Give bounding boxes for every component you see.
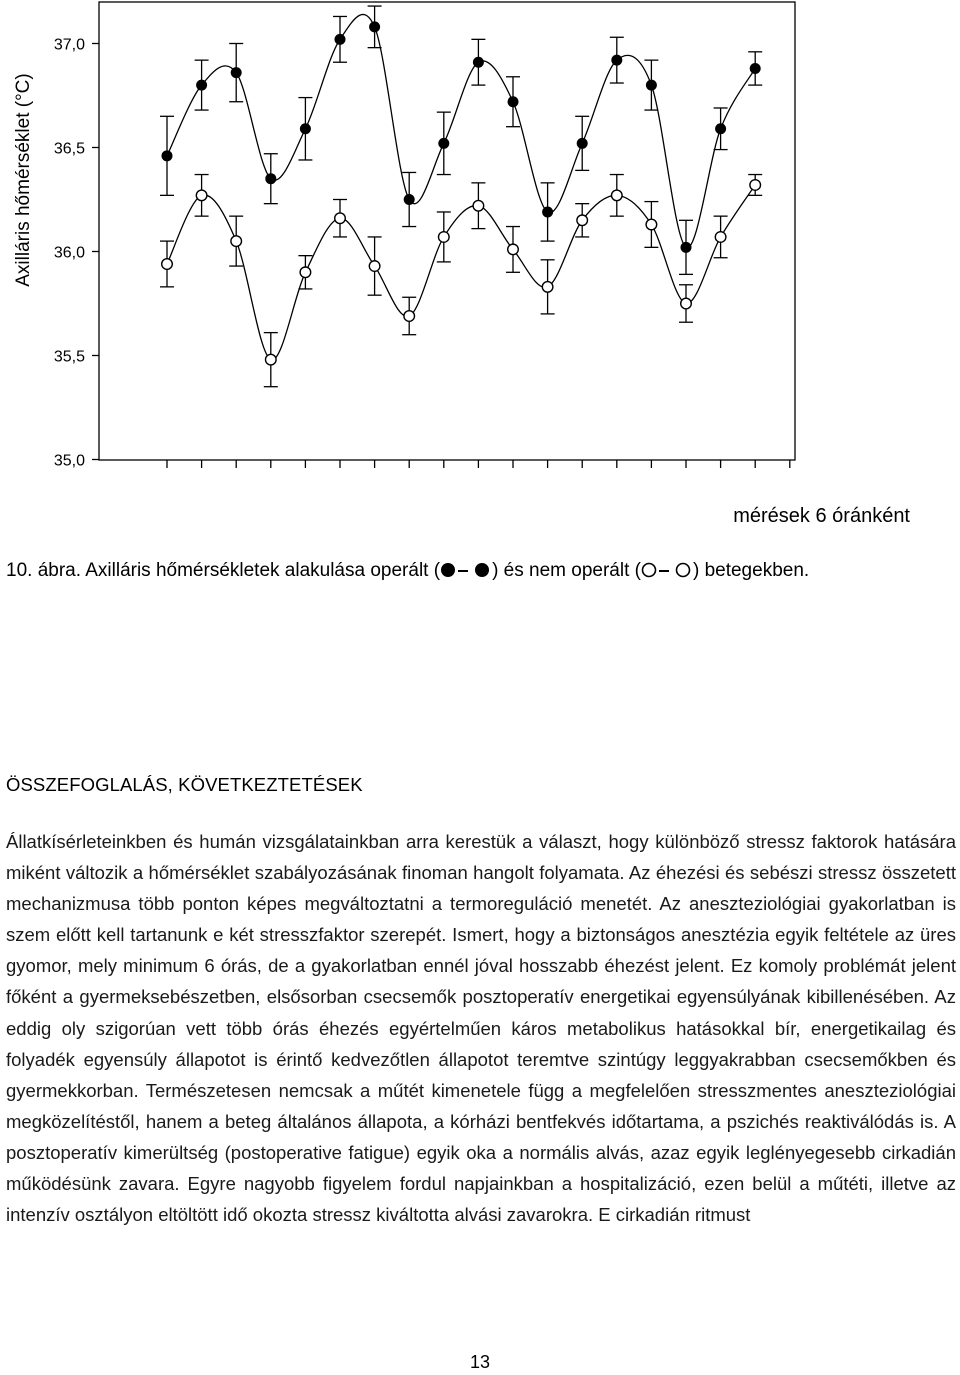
data-point-nonoperated	[404, 311, 415, 322]
data-point-nonoperated	[439, 232, 450, 243]
y-axis-label: Axilláris hőmérséklet (°C)	[13, 73, 34, 287]
x-axis-label: mérések 6 óránként	[733, 505, 910, 527]
data-point-operated	[265, 173, 276, 184]
data-point-operated	[750, 63, 761, 74]
data-point-nonoperated	[473, 200, 484, 211]
data-point-operated	[438, 138, 449, 149]
data-point-operated	[681, 242, 692, 253]
data-point-operated	[473, 57, 484, 68]
data-point-nonoperated	[612, 190, 623, 201]
data-point-operated	[508, 96, 519, 107]
data-point-nonoperated	[750, 180, 761, 191]
data-point-nonoperated	[577, 215, 588, 226]
y-tick-label: 36,5	[53, 140, 85, 158]
data-point-nonoperated	[508, 244, 519, 255]
legend-operated-symbol	[440, 562, 492, 584]
caption-middle: ) és nem operált (	[492, 560, 641, 581]
series-line-operated	[167, 14, 755, 247]
data-point-nonoperated	[681, 298, 692, 309]
series-line-nonoperated	[167, 185, 755, 360]
data-point-operated	[715, 123, 726, 134]
data-point-operated	[231, 67, 242, 78]
y-tick-label: 36,0	[53, 244, 85, 262]
data-point-operated	[162, 150, 173, 161]
data-point-nonoperated	[300, 267, 311, 278]
y-tick-label: 35,0	[53, 452, 85, 470]
data-point-nonoperated	[646, 219, 657, 230]
data-point-operated	[300, 123, 311, 134]
data-point-nonoperated	[231, 236, 242, 247]
y-tick-label: 35,5	[53, 348, 85, 366]
y-tick-label: 37,0	[53, 36, 85, 54]
data-point-operated	[542, 206, 553, 217]
data-point-nonoperated	[196, 190, 207, 201]
data-point-operated	[611, 55, 622, 66]
data-point-operated	[404, 194, 415, 205]
data-point-nonoperated	[715, 232, 726, 243]
data-point-nonoperated	[162, 259, 173, 270]
data-point-nonoperated	[369, 261, 380, 272]
temperature-chart	[0, 0, 960, 540]
data-point-operated	[335, 34, 346, 45]
data-point-operated	[577, 138, 588, 149]
paragraph-text: Állatkísérleteinkben és humán vizsgálatainkban arra kerestük a választ, hogy különböző stressz faktorok hatására miként változik a hőmérséklet szabályozásának finoman hangolt folyamata. Az éhezési és sebészi stressz összetett mechanizmusa több ponton képes megváltoztatni a termoreguláció menetét. Az aneszteziológiai gyakorlatban is szem előtt kell tartanunk e két stresszfaktor szerepét. Ismert, hogy a biztonságos anesztézia egyik feltétele az üres gyomor, mely minimum 6 órás, de a gyakorlatban ennél jóval hosszabb éhezést jelent. Ez komoly problémát jelent főként a gyermeksebészetben, elsősorban csecsemők posztoperatív energetikai egyensúlyának kibillenésében. Az eddig oly szigorúan vett több órás éhezés egyértelműen káros metabolikus hatásokkal bír, energetikailag és folyadék egyensúly állapotot is érintő kedvezőtlen állapotot teremtve szintúgy leggyakrabban csecsemőkben és gyermekkorban. Természetesen nemcsak a műtét kimenetele függ a megfelelően stresszmentes aneszteziológiai megközelítéstől, hanem a beteg általános állapota, a kórházi bentfekvés időtartama, a pszichés reaktiválódás is. A posztoperatív kimerültség (postoperative fatigue) egyik oka a normális alvás, azaz egyik leglényegesebb cirkadián működésünk zavara. Egyre nagyobb figyelem fordul napjainkban a hospitalizáció, ezen belül a műtéti, illetve az intenzív osztályon eltöltött idő okozta stressz kiváltotta alvási zavarokra. E cirkadián ritmust	[6, 831, 956, 1226]
page-number: 13	[469, 1352, 491, 1372]
data-point-operated	[369, 21, 380, 32]
data-point-nonoperated	[542, 282, 553, 293]
data-point-operated	[196, 80, 207, 91]
data-point-nonoperated	[335, 213, 346, 224]
caption-prefix: 10. ábra. Axilláris hőmérsékletek alakulása operált (	[6, 560, 441, 581]
figure-caption	[6, 560, 956, 584]
data-point-operated	[646, 80, 657, 91]
caption-suffix: ) betegekben.	[692, 560, 810, 581]
summary-paragraph	[6, 826, 956, 1230]
section-title: ÖSSZEFOGLALÁS, KÖVETKEZTETÉSEK	[6, 774, 363, 795]
legend-nonoperated-symbol	[641, 562, 693, 584]
data-point-nonoperated	[266, 354, 277, 365]
